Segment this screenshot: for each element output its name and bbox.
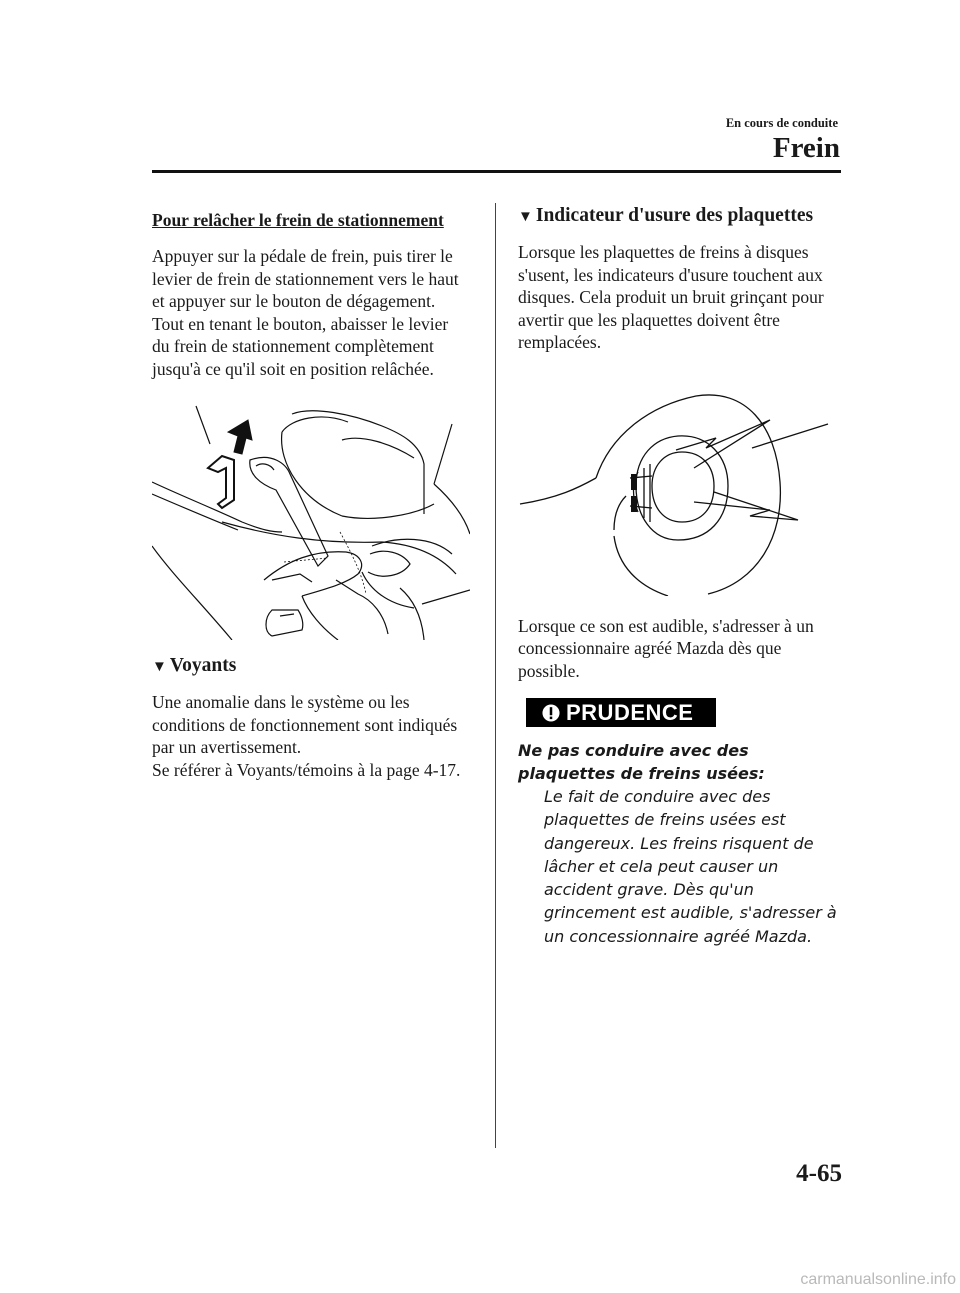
pad-wear-indicator-title: Indicateur d'usure des plaquettes bbox=[535, 205, 814, 226]
triangle-down-icon: ▼ bbox=[518, 209, 533, 225]
caution-title: Ne pas conduire avec des plaquettes de freins usées: bbox=[518, 741, 765, 783]
voyants-reference: Se référer à Voyants/témoins à la page 4-17. bbox=[152, 759, 461, 780]
warning-icon bbox=[542, 704, 560, 722]
caution-badge bbox=[526, 698, 716, 727]
column-divider bbox=[495, 203, 496, 1148]
page-number: 4-65 bbox=[796, 1160, 842, 1187]
header-section: En cours de conduite bbox=[725, 116, 838, 130]
pad-wear-advice-paragraph: Lorsque ce son est audible, s'adresser à un concessionnaire agréé Mazda dès que possible. bbox=[518, 615, 814, 681]
brake-disc-illustration bbox=[518, 386, 843, 596]
release-parking-brake-paragraph: Appuyer sur la pédale de frein, puis tirer le levier de frein de stationnement vers le haut et appuyer sur le bouton de dégagement. Tout en tenant le bouton, abaisser le levier du frein de stationnement complètement jusqu'à ce qu'il soit en position relâchée. bbox=[152, 246, 459, 379]
header-title: Frein bbox=[772, 132, 840, 164]
release-parking-brake-subheading: Pour relâcher le frein de stationnement bbox=[152, 210, 444, 230]
parking-brake-illustration bbox=[152, 404, 470, 640]
left-column bbox=[152, 210, 470, 781]
voyants-heading bbox=[152, 655, 470, 677]
pad-wear-indicator-heading bbox=[518, 205, 843, 227]
triangle-down-icon: ▼ bbox=[152, 659, 167, 675]
watermark: carmanualsonline.info bbox=[800, 1271, 956, 1288]
caution-label: PRUDENCE bbox=[566, 699, 694, 725]
header-rule bbox=[152, 170, 841, 173]
caution-body: Le fait de conduire avec des plaquettes de freins usées est dangereux. Les freins risquent de lâcher et cela peut causer un accident grave. Dès qu'un grincement est audible, s'adresser à un concessionnaire agréé Mazda. bbox=[544, 787, 837, 946]
voyants-title: Voyants bbox=[169, 655, 237, 676]
pad-wear-paragraph: Lorsque les plaquettes de freins à disques s'usent, les indicateurs d'usure touchent aux disques. Cela produit un bruit grinçant pour avertir que les plaquettes doivent être remplacées. bbox=[518, 242, 824, 352]
voyants-paragraph: Une anomalie dans le système ou les conditions de fonctionnement sont indiqués par un avertissement. bbox=[152, 692, 458, 757]
right-column bbox=[518, 205, 843, 948]
